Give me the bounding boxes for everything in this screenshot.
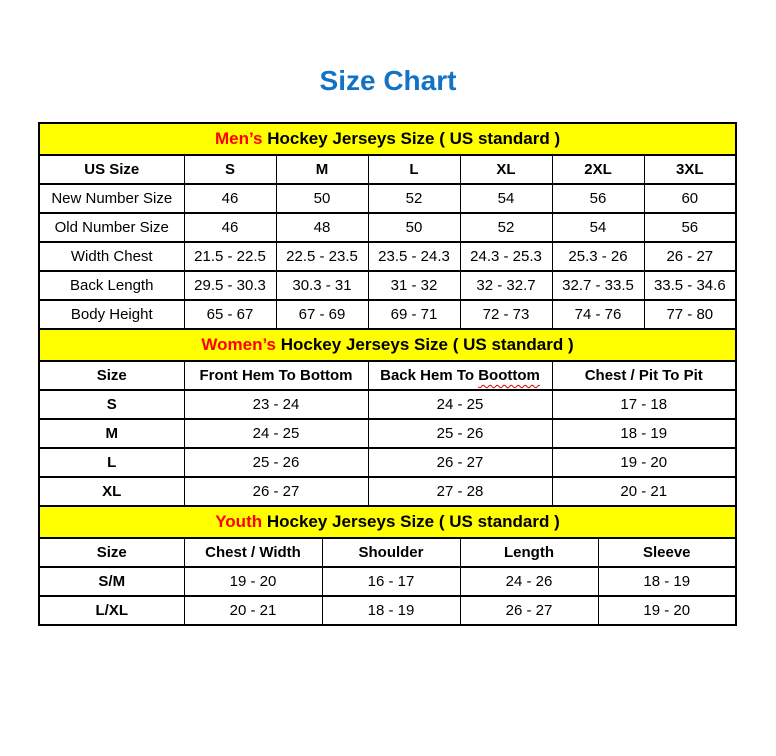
size-value: 24.3 - 25.3 [460, 242, 552, 271]
table-row [39, 567, 736, 596]
mens-table-body [39, 184, 736, 329]
womens-band-row [39, 329, 736, 361]
row-label: Old Number Size [39, 213, 184, 242]
size-value: 30.3 - 31 [276, 271, 368, 300]
column-header: 2XL [552, 155, 644, 184]
row-label: L [39, 448, 184, 477]
size-value: 26 - 27 [460, 596, 598, 625]
size-value: 60 [644, 184, 736, 213]
youth-size-section [38, 505, 737, 626]
column-header: Size [39, 538, 184, 567]
mens-section-title [39, 123, 736, 155]
mens-size-table [38, 122, 737, 330]
size-value: 50 [276, 184, 368, 213]
womens-size-section [38, 328, 737, 507]
size-value: 52 [368, 184, 460, 213]
youth-column-header-row [39, 538, 736, 567]
size-value: 17 - 18 [552, 390, 736, 419]
row-label: L/XL [39, 596, 184, 625]
row-label: Width Chest [39, 242, 184, 271]
row-label: Body Height [39, 300, 184, 329]
column-header: XL [460, 155, 552, 184]
womens-title-highlight: Women’s [201, 335, 276, 354]
size-value: 69 - 71 [368, 300, 460, 329]
size-value: 50 [368, 213, 460, 242]
column-header: Length [460, 538, 598, 567]
size-value: 21.5 - 22.5 [184, 242, 276, 271]
youth-section-title [39, 506, 736, 538]
size-value: 18 - 19 [322, 596, 460, 625]
size-value: 25 - 26 [184, 448, 368, 477]
column-header: Chest / Width [184, 538, 322, 567]
column-header: S [184, 155, 276, 184]
size-value: 24 - 25 [368, 390, 552, 419]
column-header: Sleeve [598, 538, 736, 567]
mens-size-section [38, 122, 737, 330]
mens-title-highlight: Men’s [214, 129, 263, 148]
size-value: 56 [644, 213, 736, 242]
size-value: 48 [276, 213, 368, 242]
column-header: Shoulder [322, 538, 460, 567]
size-value: 77 - 80 [644, 300, 736, 329]
size-value: 67 - 69 [276, 300, 368, 329]
size-value: 32.7 - 33.5 [552, 271, 644, 300]
size-value: 25 - 26 [368, 419, 552, 448]
size-value: 25.3 - 26 [552, 242, 644, 271]
size-value: 46 [184, 213, 276, 242]
column-header: L [368, 155, 460, 184]
table-row [39, 184, 736, 213]
mens-title-rest: Hockey Jerseys Size ( US standard ) [262, 129, 561, 148]
table-row [39, 419, 736, 448]
row-label: Back Length [39, 271, 184, 300]
womens-size-table [38, 328, 737, 507]
row-label: New Number Size [39, 184, 184, 213]
size-value: 23 - 24 [184, 390, 368, 419]
size-value: 31 - 32 [368, 271, 460, 300]
column-header: Size [39, 361, 184, 390]
size-value: 19 - 20 [552, 448, 736, 477]
size-value: 52 [460, 213, 552, 242]
mens-column-header-row [39, 155, 736, 184]
size-value: 65 - 67 [184, 300, 276, 329]
row-label: M [39, 419, 184, 448]
size-value: 46 [184, 184, 276, 213]
size-value: 54 [460, 184, 552, 213]
table-row [39, 271, 736, 300]
table-row [39, 448, 736, 477]
column-header: Back Hem To Boottom [368, 361, 552, 390]
size-value: 74 - 76 [552, 300, 644, 329]
page-title: Size Chart [319, 65, 457, 96]
column-header: Front Hem To Bottom [184, 361, 368, 390]
table-row [39, 477, 736, 506]
size-value: 32 - 32.7 [460, 271, 552, 300]
womens-table-body [39, 390, 736, 506]
size-value: 20 - 21 [184, 596, 322, 625]
row-label: S [39, 390, 184, 419]
size-value: 24 - 26 [460, 567, 598, 596]
table-row [39, 242, 736, 271]
size-value: 18 - 19 [552, 419, 736, 448]
misspelled-word: Boottom [478, 367, 540, 384]
table-row [39, 390, 736, 419]
size-value: 54 [552, 213, 644, 242]
row-label: XL [39, 477, 184, 506]
size-value: 19 - 20 [598, 596, 736, 625]
size-value: 19 - 20 [184, 567, 322, 596]
womens-section-title [39, 329, 736, 361]
column-header: US Size [39, 155, 184, 184]
size-value: 26 - 27 [644, 242, 736, 271]
mens-band-row [39, 123, 736, 155]
womens-column-header-row [39, 361, 736, 390]
youth-title-highlight: Youth [215, 512, 263, 531]
youth-title-rest: Hockey Jerseys Size ( US standard ) [262, 512, 560, 531]
size-value: 29.5 - 30.3 [184, 271, 276, 300]
column-header: 3XL [644, 155, 736, 184]
size-value: 27 - 28 [368, 477, 552, 506]
column-header: M [276, 155, 368, 184]
size-value: 26 - 27 [368, 448, 552, 477]
size-value: 56 [552, 184, 644, 213]
size-value: 26 - 27 [184, 477, 368, 506]
size-chart-container [38, 122, 737, 626]
size-value: 23.5 - 24.3 [368, 242, 460, 271]
size-value: 22.5 - 23.5 [276, 242, 368, 271]
youth-table-body [39, 567, 736, 625]
womens-title-rest: Hockey Jerseys Size ( US standard ) [276, 335, 574, 354]
row-label: S/M [39, 567, 184, 596]
size-value: 24 - 25 [184, 419, 368, 448]
size-value: 18 - 19 [598, 567, 736, 596]
table-row [39, 213, 736, 242]
size-value: 72 - 73 [460, 300, 552, 329]
youth-size-table [38, 505, 737, 626]
size-value: 20 - 21 [552, 477, 736, 506]
youth-band-row [39, 506, 736, 538]
table-row [39, 300, 736, 329]
column-header: Chest / Pit To Pit [552, 361, 736, 390]
table-row [39, 596, 736, 625]
size-value: 16 - 17 [322, 567, 460, 596]
size-value: 33.5 - 34.6 [644, 271, 736, 300]
